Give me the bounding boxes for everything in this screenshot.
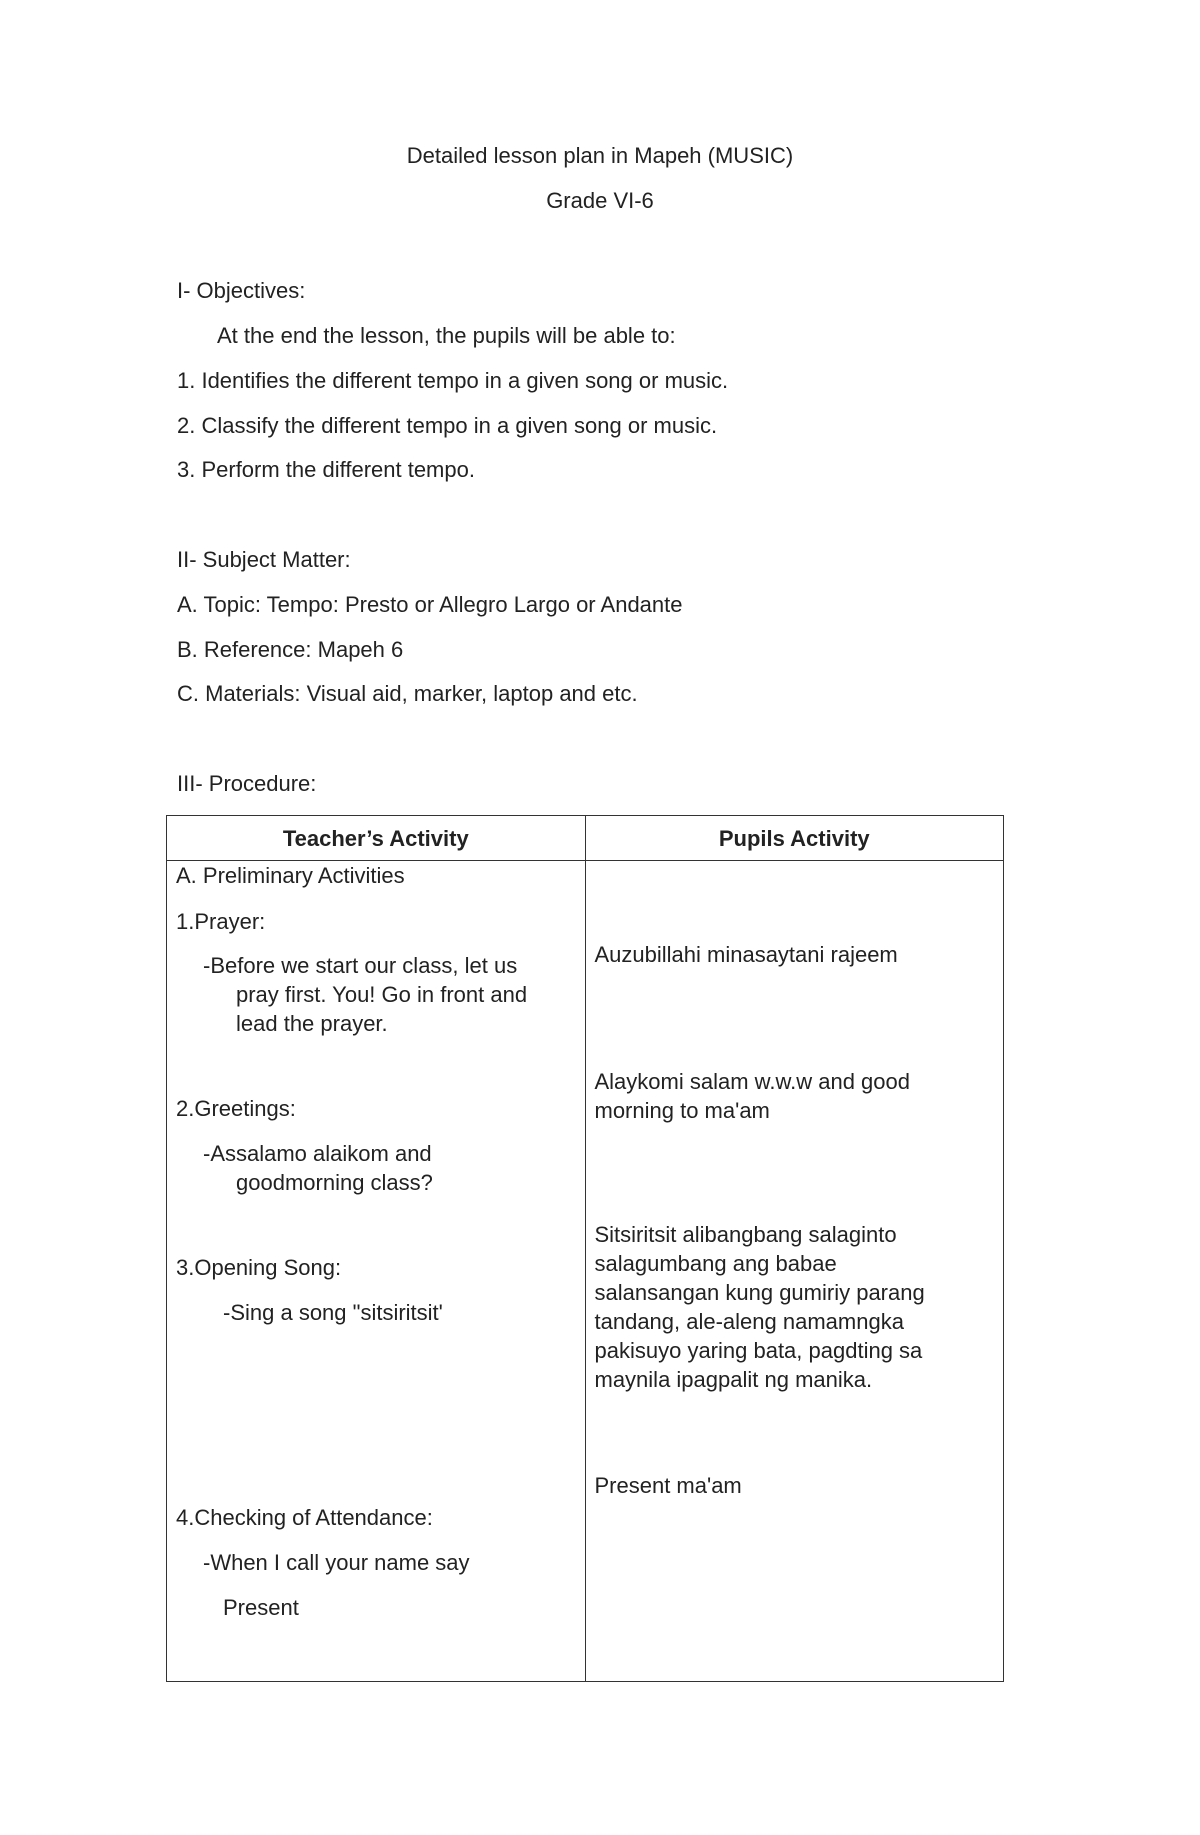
procedure-heading: III- Procedure: [177, 771, 317, 796]
pupils-attendance-response: Present ma'am [594, 1473, 742, 1498]
teacher-activity-cell [167, 861, 586, 1682]
pupils-greeting-response: morning to ma'am [594, 1098, 770, 1123]
greetings-text: goodmorning class? [236, 1170, 433, 1195]
objectives-heading: I- Objectives: [177, 278, 306, 303]
pupils-song-lyrics: salansangan kung gumiriy parang [594, 1280, 925, 1305]
subject-matter-item: C. Materials: Visual aid, marker, laptop and etc. [177, 681, 638, 706]
prayer-heading: 1.Prayer: [176, 909, 266, 934]
pupils-activity-header: Pupils Activity [585, 816, 1004, 861]
pupils-activity-cell [585, 861, 1004, 1682]
pupils-song-lyrics: Sitsiritsit alibangbang salaginto [594, 1222, 897, 1247]
table-header-row [167, 816, 1004, 861]
pupils-song-lyrics: tandang, ale-aleng namamngka [594, 1309, 904, 1334]
doc-title: Detailed lesson plan in Mapeh (MUSIC) [406, 143, 794, 168]
pupils-song-lyrics: salagumbang ang babae [594, 1251, 837, 1276]
objective-item: 1. Identifies the different tempo in a given song or music. [177, 368, 729, 393]
prayer-text: pray first. You! Go in front and [236, 982, 528, 1007]
objective-item: 2. Classify the different tempo in a given song or music. [177, 413, 718, 438]
greetings-heading: 2.Greetings: [176, 1096, 296, 1121]
objective-item: 3. Perform the different tempo. [177, 457, 475, 482]
subject-matter-item: B. Reference: Mapeh 6 [177, 637, 404, 662]
attendance-text: Present [223, 1595, 299, 1620]
greetings-text: -Assalamo alaikom and [203, 1141, 432, 1166]
table-row [167, 861, 1004, 1682]
pupils-greeting-response: Alaykomi salam w.w.w and good [594, 1069, 910, 1094]
pupils-song-lyrics: pakisuyo yaring bata, pagdting sa [594, 1338, 923, 1363]
procedure-table [166, 815, 1004, 1682]
prayer-text: -Before we start our class, let us [203, 953, 518, 978]
opening-song-text: -Sing a song "sitsiritsit' [223, 1300, 443, 1325]
pupils-prayer-response: Auzubillahi minasaytani rajeem [594, 942, 898, 967]
preliminary-activities: A. Preliminary Activities [176, 863, 405, 888]
pupils-song-lyrics: maynila ipagpalit ng manika. [594, 1367, 873, 1392]
opening-song-heading: 3.Opening Song: [176, 1255, 342, 1280]
teacher-activity-header: Teacher’s Activity [167, 816, 586, 861]
subject-matter-heading: II- Subject Matter: [177, 547, 351, 572]
subject-matter-item: A. Topic: Tempo: Presto or Allegro Largo or Andante [177, 592, 683, 617]
attendance-text: -When I call your name say [203, 1550, 470, 1575]
objectives-intro: At the end the lesson, the pupils will be able to: [217, 323, 676, 348]
attendance-heading: 4.Checking of Attendance: [176, 1505, 433, 1530]
prayer-text: lead the prayer. [236, 1011, 388, 1036]
doc-grade: Grade VI-6 [546, 188, 654, 213]
